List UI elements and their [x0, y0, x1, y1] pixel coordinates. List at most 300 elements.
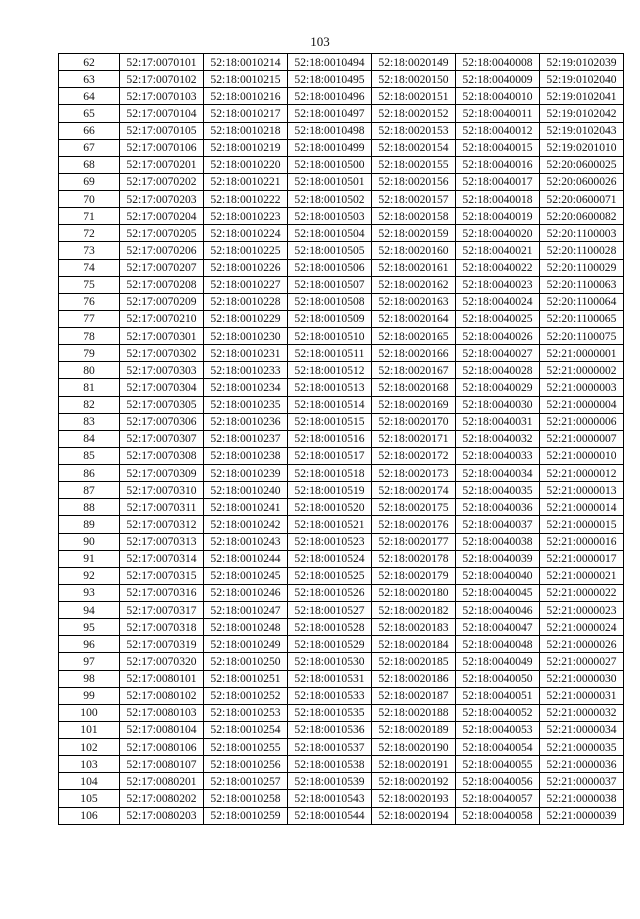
cadastral-number-cell: 52:18:0010511	[288, 345, 372, 362]
table-row	[59, 465, 624, 482]
table-row	[59, 687, 624, 704]
cadastral-number-cell: 52:18:0040027	[456, 345, 540, 362]
row-number-cell: 76	[59, 293, 120, 310]
cadastral-number-cell: 52:18:0010521	[288, 516, 372, 533]
cadastral-number-cell: 52:17:0070310	[120, 482, 204, 499]
table-body	[59, 54, 624, 825]
cadastral-number-cell: 52:20:0600071	[540, 191, 624, 208]
row-number-cell: 86	[59, 465, 120, 482]
cadastral-number-cell: 52:18:0040036	[456, 499, 540, 516]
row-number-cell: 85	[59, 447, 120, 464]
cadastral-number-cell: 52:18:0040032	[456, 430, 540, 447]
cadastral-number-cell: 52:18:0020167	[372, 362, 456, 379]
table-row	[59, 704, 624, 721]
cadastral-number-cell: 52:18:0020170	[372, 413, 456, 430]
cadastral-number-cell: 52:17:0080103	[120, 704, 204, 721]
table-row	[59, 208, 624, 225]
cadastral-number-cell: 52:18:0040020	[456, 225, 540, 242]
table-row	[59, 139, 624, 156]
cadastral-number-cell: 52:17:0070303	[120, 362, 204, 379]
cadastral-number-cell: 52:21:0000027	[540, 653, 624, 670]
cadastral-number-cell: 52:19:0201010	[540, 139, 624, 156]
cadastral-number-cell: 52:21:0000031	[540, 687, 624, 704]
cadastral-number-cell: 52:18:0010495	[288, 71, 372, 88]
table-row	[59, 413, 624, 430]
table-row	[59, 122, 624, 139]
cadastral-number-cell: 52:17:0080202	[120, 790, 204, 807]
cadastral-number-cell: 52:18:0020153	[372, 122, 456, 139]
cadastral-number-cell: 52:18:0010237	[204, 430, 288, 447]
cadastral-number-cell: 52:17:0080102	[120, 687, 204, 704]
cadastral-number-cell: 52:18:0040034	[456, 465, 540, 482]
cadastral-number-cell: 52:17:0070308	[120, 447, 204, 464]
cadastral-number-cell: 52:18:0040009	[456, 71, 540, 88]
cadastral-number-cell: 52:18:0040026	[456, 328, 540, 345]
cadastral-number-cell: 52:18:0020160	[372, 242, 456, 259]
cadastral-number-cell: 52:18:0010501	[288, 173, 372, 190]
table-row	[59, 721, 624, 738]
row-number-cell: 87	[59, 482, 120, 499]
cadastral-number-cell: 52:18:0010516	[288, 430, 372, 447]
cadastral-number-cell: 52:18:0010246	[204, 584, 288, 601]
cadastral-number-cell: 52:21:0000003	[540, 379, 624, 396]
cadastral-number-cell: 52:18:0020178	[372, 550, 456, 567]
cadastral-number-cell: 52:18:0020176	[372, 516, 456, 533]
cadastral-number-cell: 52:21:0000032	[540, 704, 624, 721]
cadastral-number-cell: 52:17:0070304	[120, 379, 204, 396]
cadastral-number-cell: 52:20:1100029	[540, 259, 624, 276]
cadastral-number-cell: 52:18:0010244	[204, 550, 288, 567]
cadastral-number-cell: 52:18:0020161	[372, 259, 456, 276]
cadastral-number-cell: 52:18:0040011	[456, 105, 540, 122]
cadastral-number-cell: 52:18:0020162	[372, 276, 456, 293]
table-row	[59, 807, 624, 824]
cadastral-number-cell: 52:21:0000002	[540, 362, 624, 379]
cadastral-number-cell: 52:18:0010223	[204, 208, 288, 225]
cadastral-number-cell: 52:21:0000007	[540, 430, 624, 447]
cadastral-number-cell: 52:21:0000024	[540, 619, 624, 636]
cadastral-number-cell: 52:18:0040008	[456, 54, 540, 71]
cadastral-number-cell: 52:18:0020156	[372, 173, 456, 190]
cadastral-number-cell: 52:17:0070201	[120, 156, 204, 173]
cadastral-number-cell: 52:17:0070206	[120, 242, 204, 259]
cadastral-number-cell: 52:18:0020179	[372, 567, 456, 584]
cadastral-number-cell: 52:21:0000006	[540, 413, 624, 430]
cadastral-number-cell: 52:18:0040017	[456, 173, 540, 190]
cadastral-number-cell: 52:18:0010248	[204, 619, 288, 636]
cadastral-number-cell: 52:18:0040015	[456, 139, 540, 156]
cadastral-number-cell: 52:17:0070311	[120, 499, 204, 516]
cadastral-number-cell: 52:18:0010524	[288, 550, 372, 567]
cadastral-number-cell: 52:18:0010509	[288, 310, 372, 327]
cadastral-number-cell: 52:20:1100028	[540, 242, 624, 259]
table-row	[59, 773, 624, 790]
cadastral-number-cell: 52:17:0070317	[120, 602, 204, 619]
cadastral-number-cell: 52:17:0070309	[120, 465, 204, 482]
cadastral-number-cell: 52:18:0010531	[288, 670, 372, 687]
cadastral-number-cell: 52:18:0010507	[288, 276, 372, 293]
cadastral-table	[58, 53, 624, 825]
cadastral-number-cell: 52:18:0010538	[288, 756, 372, 773]
cadastral-number-cell: 52:17:0070104	[120, 105, 204, 122]
cadastral-number-cell: 52:17:0070209	[120, 293, 204, 310]
cadastral-number-cell: 52:17:0070312	[120, 516, 204, 533]
table-row	[59, 173, 624, 190]
cadastral-number-cell: 52:18:0010234	[204, 379, 288, 396]
row-number-cell: 83	[59, 413, 120, 430]
cadastral-number-cell: 52:17:0070102	[120, 71, 204, 88]
table-row	[59, 310, 624, 327]
cadastral-number-cell: 52:18:0040019	[456, 208, 540, 225]
table-row	[59, 191, 624, 208]
row-number-cell: 93	[59, 584, 120, 601]
cadastral-number-cell: 52:18:0010258	[204, 790, 288, 807]
cadastral-number-cell: 52:18:0010253	[204, 704, 288, 721]
cadastral-number-cell: 52:18:0040049	[456, 653, 540, 670]
cadastral-number-cell: 52:18:0020152	[372, 105, 456, 122]
cadastral-number-cell: 52:18:0010257	[204, 773, 288, 790]
row-number-cell: 104	[59, 773, 120, 790]
table-row	[59, 567, 624, 584]
cadastral-number-cell: 52:17:0070314	[120, 550, 204, 567]
cadastral-number-cell: 52:21:0000036	[540, 756, 624, 773]
cadastral-number-cell: 52:18:0010242	[204, 516, 288, 533]
table-row	[59, 584, 624, 601]
cadastral-number-cell: 52:17:0070205	[120, 225, 204, 242]
cadastral-number-cell: 52:20:0600025	[540, 156, 624, 173]
cadastral-number-cell: 52:18:0020157	[372, 191, 456, 208]
cadastral-number-cell: 52:18:0010236	[204, 413, 288, 430]
cadastral-number-cell: 52:21:0000012	[540, 465, 624, 482]
cadastral-number-cell: 52:18:0040030	[456, 396, 540, 413]
page-number: 103	[310, 34, 330, 49]
table-row	[59, 276, 624, 293]
cadastral-number-cell: 52:19:0102043	[540, 122, 624, 139]
cadastral-number-cell: 52:18:0040052	[456, 704, 540, 721]
cadastral-number-cell: 52:19:0102040	[540, 71, 624, 88]
cadastral-number-cell: 52:18:0010220	[204, 156, 288, 173]
cadastral-number-cell: 52:18:0010215	[204, 71, 288, 88]
row-number-cell: 73	[59, 242, 120, 259]
row-number-cell: 77	[59, 310, 120, 327]
cadastral-number-cell: 52:21:0000013	[540, 482, 624, 499]
cadastral-number-cell: 52:18:0010526	[288, 584, 372, 601]
cadastral-number-cell: 52:18:0020180	[372, 584, 456, 601]
cadastral-number-cell: 52:21:0000017	[540, 550, 624, 567]
row-number-cell: 71	[59, 208, 120, 225]
table-row	[59, 670, 624, 687]
cadastral-number-cell: 52:18:0040028	[456, 362, 540, 379]
table-row	[59, 54, 624, 71]
cadastral-number-cell: 52:17:0070210	[120, 310, 204, 327]
cadastral-number-cell: 52:18:0020158	[372, 208, 456, 225]
row-number-cell: 72	[59, 225, 120, 242]
cadastral-number-cell: 52:18:0020186	[372, 670, 456, 687]
cadastral-number-cell: 52:18:0010252	[204, 687, 288, 704]
cadastral-number-cell: 52:17:0070318	[120, 619, 204, 636]
cadastral-number-cell: 52:18:0010254	[204, 721, 288, 738]
cadastral-number-cell: 52:18:0040055	[456, 756, 540, 773]
row-number-cell: 80	[59, 362, 120, 379]
row-number-cell: 66	[59, 122, 120, 139]
row-number-cell: 68	[59, 156, 120, 173]
row-number-cell: 75	[59, 276, 120, 293]
cadastral-number-cell: 52:18:0010543	[288, 790, 372, 807]
cadastral-number-cell: 52:18:0010527	[288, 602, 372, 619]
cadastral-number-cell: 52:18:0010243	[204, 533, 288, 550]
table-row	[59, 293, 624, 310]
cadastral-number-cell: 52:18:0040053	[456, 721, 540, 738]
cadastral-number-cell: 52:21:0000021	[540, 567, 624, 584]
row-number-cell: 81	[59, 379, 120, 396]
cadastral-number-cell: 52:18:0010216	[204, 88, 288, 105]
cadastral-number-cell: 52:18:0040047	[456, 619, 540, 636]
cadastral-number-cell: 52:18:0010225	[204, 242, 288, 259]
cadastral-number-cell: 52:17:0070301	[120, 328, 204, 345]
cadastral-number-cell: 52:18:0020185	[372, 653, 456, 670]
cadastral-number-cell: 52:21:0000038	[540, 790, 624, 807]
cadastral-number-cell: 52:18:0020193	[372, 790, 456, 807]
cadastral-number-cell: 52:18:0040031	[456, 413, 540, 430]
cadastral-number-cell: 52:18:0020171	[372, 430, 456, 447]
cadastral-number-cell: 52:21:0000015	[540, 516, 624, 533]
row-number-cell: 84	[59, 430, 120, 447]
table-row	[59, 653, 624, 670]
row-number-cell: 62	[59, 54, 120, 71]
cadastral-number-cell: 52:21:0000016	[540, 533, 624, 550]
cadastral-number-cell: 52:20:1100064	[540, 293, 624, 310]
table-row	[59, 619, 624, 636]
cadastral-number-cell: 52:18:0010222	[204, 191, 288, 208]
cadastral-number-cell: 52:18:0010535	[288, 704, 372, 721]
cadastral-number-cell: 52:20:0600082	[540, 208, 624, 225]
row-number-cell: 79	[59, 345, 120, 362]
cadastral-number-cell: 52:18:0010506	[288, 259, 372, 276]
cadastral-number-cell: 52:18:0040022	[456, 259, 540, 276]
table-row	[59, 362, 624, 379]
row-number-cell: 92	[59, 567, 120, 584]
cadastral-number-cell: 52:18:0020175	[372, 499, 456, 516]
row-number-cell: 98	[59, 670, 120, 687]
cadastral-number-cell: 52:18:0010537	[288, 739, 372, 756]
table-row	[59, 242, 624, 259]
cadastral-number-cell: 52:18:0010249	[204, 636, 288, 653]
table-row	[59, 88, 624, 105]
cadastral-number-cell: 52:18:0020150	[372, 71, 456, 88]
row-number-cell: 97	[59, 653, 120, 670]
table-row	[59, 447, 624, 464]
cadastral-number-cell: 52:21:0000010	[540, 447, 624, 464]
cadastral-number-cell: 52:18:0010529	[288, 636, 372, 653]
cadastral-number-cell: 52:21:0000035	[540, 739, 624, 756]
cadastral-number-cell: 52:17:0070208	[120, 276, 204, 293]
cadastral-number-cell: 52:18:0020163	[372, 293, 456, 310]
table-row	[59, 790, 624, 807]
cadastral-number-cell: 52:18:0020174	[372, 482, 456, 499]
cadastral-number-cell: 52:17:0070320	[120, 653, 204, 670]
cadastral-number-cell: 52:17:0070203	[120, 191, 204, 208]
cadastral-number-cell: 52:18:0040018	[456, 191, 540, 208]
cadastral-number-cell: 52:20:0600026	[540, 173, 624, 190]
cadastral-number-cell: 52:18:0010235	[204, 396, 288, 413]
cadastral-number-cell: 52:18:0020169	[372, 396, 456, 413]
cadastral-number-cell: 52:18:0010539	[288, 773, 372, 790]
cadastral-number-cell: 52:18:0020182	[372, 602, 456, 619]
cadastral-number-cell: 52:21:0000014	[540, 499, 624, 516]
row-number-cell: 99	[59, 687, 120, 704]
cadastral-number-cell: 52:18:0040057	[456, 790, 540, 807]
cadastral-number-cell: 52:18:0020177	[372, 533, 456, 550]
row-number-cell: 103	[59, 756, 120, 773]
row-number-cell: 91	[59, 550, 120, 567]
row-number-cell: 78	[59, 328, 120, 345]
cadastral-number-cell: 52:17:0070302	[120, 345, 204, 362]
cadastral-number-cell: 52:18:0040054	[456, 739, 540, 756]
cadastral-number-cell: 52:18:0010239	[204, 465, 288, 482]
cadastral-number-cell: 52:18:0020154	[372, 139, 456, 156]
cadastral-number-cell: 52:21:0000030	[540, 670, 624, 687]
row-number-cell: 95	[59, 619, 120, 636]
cadastral-number-cell: 52:18:0040046	[456, 602, 540, 619]
cadastral-number-cell: 52:18:0010226	[204, 259, 288, 276]
cadastral-number-cell: 52:18:0010250	[204, 653, 288, 670]
cadastral-number-cell: 52:18:0010497	[288, 105, 372, 122]
cadastral-number-cell: 52:18:0010512	[288, 362, 372, 379]
table-row	[59, 499, 624, 516]
cadastral-number-cell: 52:18:0010227	[204, 276, 288, 293]
cadastral-number-cell: 52:18:0020183	[372, 619, 456, 636]
cadastral-number-cell: 52:20:1100003	[540, 225, 624, 242]
cadastral-number-cell: 52:18:0040058	[456, 807, 540, 824]
cadastral-number-cell: 52:18:0020191	[372, 756, 456, 773]
cadastral-number-cell: 52:18:0010496	[288, 88, 372, 105]
cadastral-number-cell: 52:17:0070105	[120, 122, 204, 139]
cadastral-number-cell: 52:18:0010230	[204, 328, 288, 345]
cadastral-number-cell: 52:18:0040038	[456, 533, 540, 550]
cadastral-number-cell: 52:18:0020187	[372, 687, 456, 704]
cadastral-number-cell: 52:18:0010528	[288, 619, 372, 636]
row-number-cell: 89	[59, 516, 120, 533]
cadastral-number-cell: 52:18:0010519	[288, 482, 372, 499]
cadastral-number-cell: 52:18:0040035	[456, 482, 540, 499]
table-row	[59, 550, 624, 567]
cadastral-number-cell: 52:18:0010221	[204, 173, 288, 190]
cadastral-number-cell: 52:18:0020151	[372, 88, 456, 105]
cadastral-number-cell: 52:18:0010231	[204, 345, 288, 362]
cadastral-number-cell: 52:18:0020188	[372, 704, 456, 721]
table-row	[59, 379, 624, 396]
cadastral-number-cell: 52:18:0010219	[204, 139, 288, 156]
cadastral-number-cell: 52:18:0020168	[372, 379, 456, 396]
cadastral-number-cell: 52:17:0070103	[120, 88, 204, 105]
cadastral-number-cell: 52:18:0010514	[288, 396, 372, 413]
cadastral-number-cell: 52:18:0010233	[204, 362, 288, 379]
table-row	[59, 156, 624, 173]
cadastral-number-cell: 52:19:0102042	[540, 105, 624, 122]
cadastral-number-cell: 52:18:0040033	[456, 447, 540, 464]
cadastral-number-cell: 52:17:0070207	[120, 259, 204, 276]
cadastral-number-cell: 52:18:0040048	[456, 636, 540, 653]
cadastral-number-cell: 52:21:0000039	[540, 807, 624, 824]
table-row	[59, 482, 624, 499]
cadastral-number-cell: 52:18:0040025	[456, 310, 540, 327]
row-number-cell: 102	[59, 739, 120, 756]
cadastral-number-cell: 52:18:0010503	[288, 208, 372, 225]
row-number-cell: 70	[59, 191, 120, 208]
cadastral-number-cell: 52:18:0040050	[456, 670, 540, 687]
cadastral-number-cell: 52:18:0040023	[456, 276, 540, 293]
cadastral-number-cell: 52:17:0070202	[120, 173, 204, 190]
row-number-cell: 82	[59, 396, 120, 413]
cadastral-number-cell: 52:18:0010504	[288, 225, 372, 242]
cadastral-number-cell: 52:18:0040024	[456, 293, 540, 310]
cadastral-number-cell: 52:18:0040051	[456, 687, 540, 704]
row-number-cell: 101	[59, 721, 120, 738]
cadastral-number-cell: 52:17:0070305	[120, 396, 204, 413]
cadastral-number-cell: 52:18:0010240	[204, 482, 288, 499]
cadastral-number-cell: 52:18:0010245	[204, 567, 288, 584]
cadastral-number-cell: 52:17:0070101	[120, 54, 204, 71]
cadastral-number-cell: 52:20:1100065	[540, 310, 624, 327]
cadastral-number-cell: 52:18:0020159	[372, 225, 456, 242]
cadastral-number-cell: 52:18:0040012	[456, 122, 540, 139]
cadastral-number-cell: 52:18:0020184	[372, 636, 456, 653]
cadastral-number-cell: 52:18:0010525	[288, 567, 372, 584]
cadastral-number-cell: 52:21:0000037	[540, 773, 624, 790]
row-number-cell: 63	[59, 71, 120, 88]
cadastral-number-cell: 52:18:0010214	[204, 54, 288, 71]
row-number-cell: 69	[59, 173, 120, 190]
cadastral-number-cell: 52:18:0040021	[456, 242, 540, 259]
cadastral-number-cell: 52:18:0020173	[372, 465, 456, 482]
cadastral-number-cell: 52:18:0020155	[372, 156, 456, 173]
cadastral-number-cell: 52:18:0010256	[204, 756, 288, 773]
table-row	[59, 516, 624, 533]
cadastral-number-cell: 52:18:0010247	[204, 602, 288, 619]
cadastral-number-cell: 52:21:0000004	[540, 396, 624, 413]
cadastral-number-cell: 52:18:0040045	[456, 584, 540, 601]
cadastral-number-cell: 52:18:0010255	[204, 739, 288, 756]
table-row	[59, 328, 624, 345]
cadastral-number-cell: 52:18:0020165	[372, 328, 456, 345]
cadastral-number-cell: 52:17:0070316	[120, 584, 204, 601]
cadastral-number-cell: 52:17:0070315	[120, 567, 204, 584]
cadastral-number-cell: 52:19:0102041	[540, 88, 624, 105]
cadastral-number-cell: 52:17:0070306	[120, 413, 204, 430]
cadastral-number-cell: 52:18:0010498	[288, 122, 372, 139]
cadastral-number-cell: 52:21:0000026	[540, 636, 624, 653]
cadastral-number-cell: 52:18:0010218	[204, 122, 288, 139]
cadastral-number-cell: 52:18:0020166	[372, 345, 456, 362]
cadastral-number-cell: 52:18:0020164	[372, 310, 456, 327]
cadastral-number-cell: 52:18:0010494	[288, 54, 372, 71]
row-number-cell: 65	[59, 105, 120, 122]
cadastral-number-cell: 52:19:0102039	[540, 54, 624, 71]
cadastral-number-cell: 52:18:0010536	[288, 721, 372, 738]
cadastral-number-cell: 52:18:0010502	[288, 191, 372, 208]
cadastral-number-cell: 52:17:0070106	[120, 139, 204, 156]
row-number-cell: 74	[59, 259, 120, 276]
cadastral-number-cell: 52:18:0010251	[204, 670, 288, 687]
cadastral-number-cell: 52:18:0010523	[288, 533, 372, 550]
cadastral-number-cell: 52:17:0070204	[120, 208, 204, 225]
cadastral-number-cell: 52:18:0020192	[372, 773, 456, 790]
table-row	[59, 533, 624, 550]
cadastral-number-cell: 52:18:0040029	[456, 379, 540, 396]
cadastral-number-cell: 52:18:0040037	[456, 516, 540, 533]
table-row	[59, 756, 624, 773]
cadastral-number-cell: 52:21:0000034	[540, 721, 624, 738]
